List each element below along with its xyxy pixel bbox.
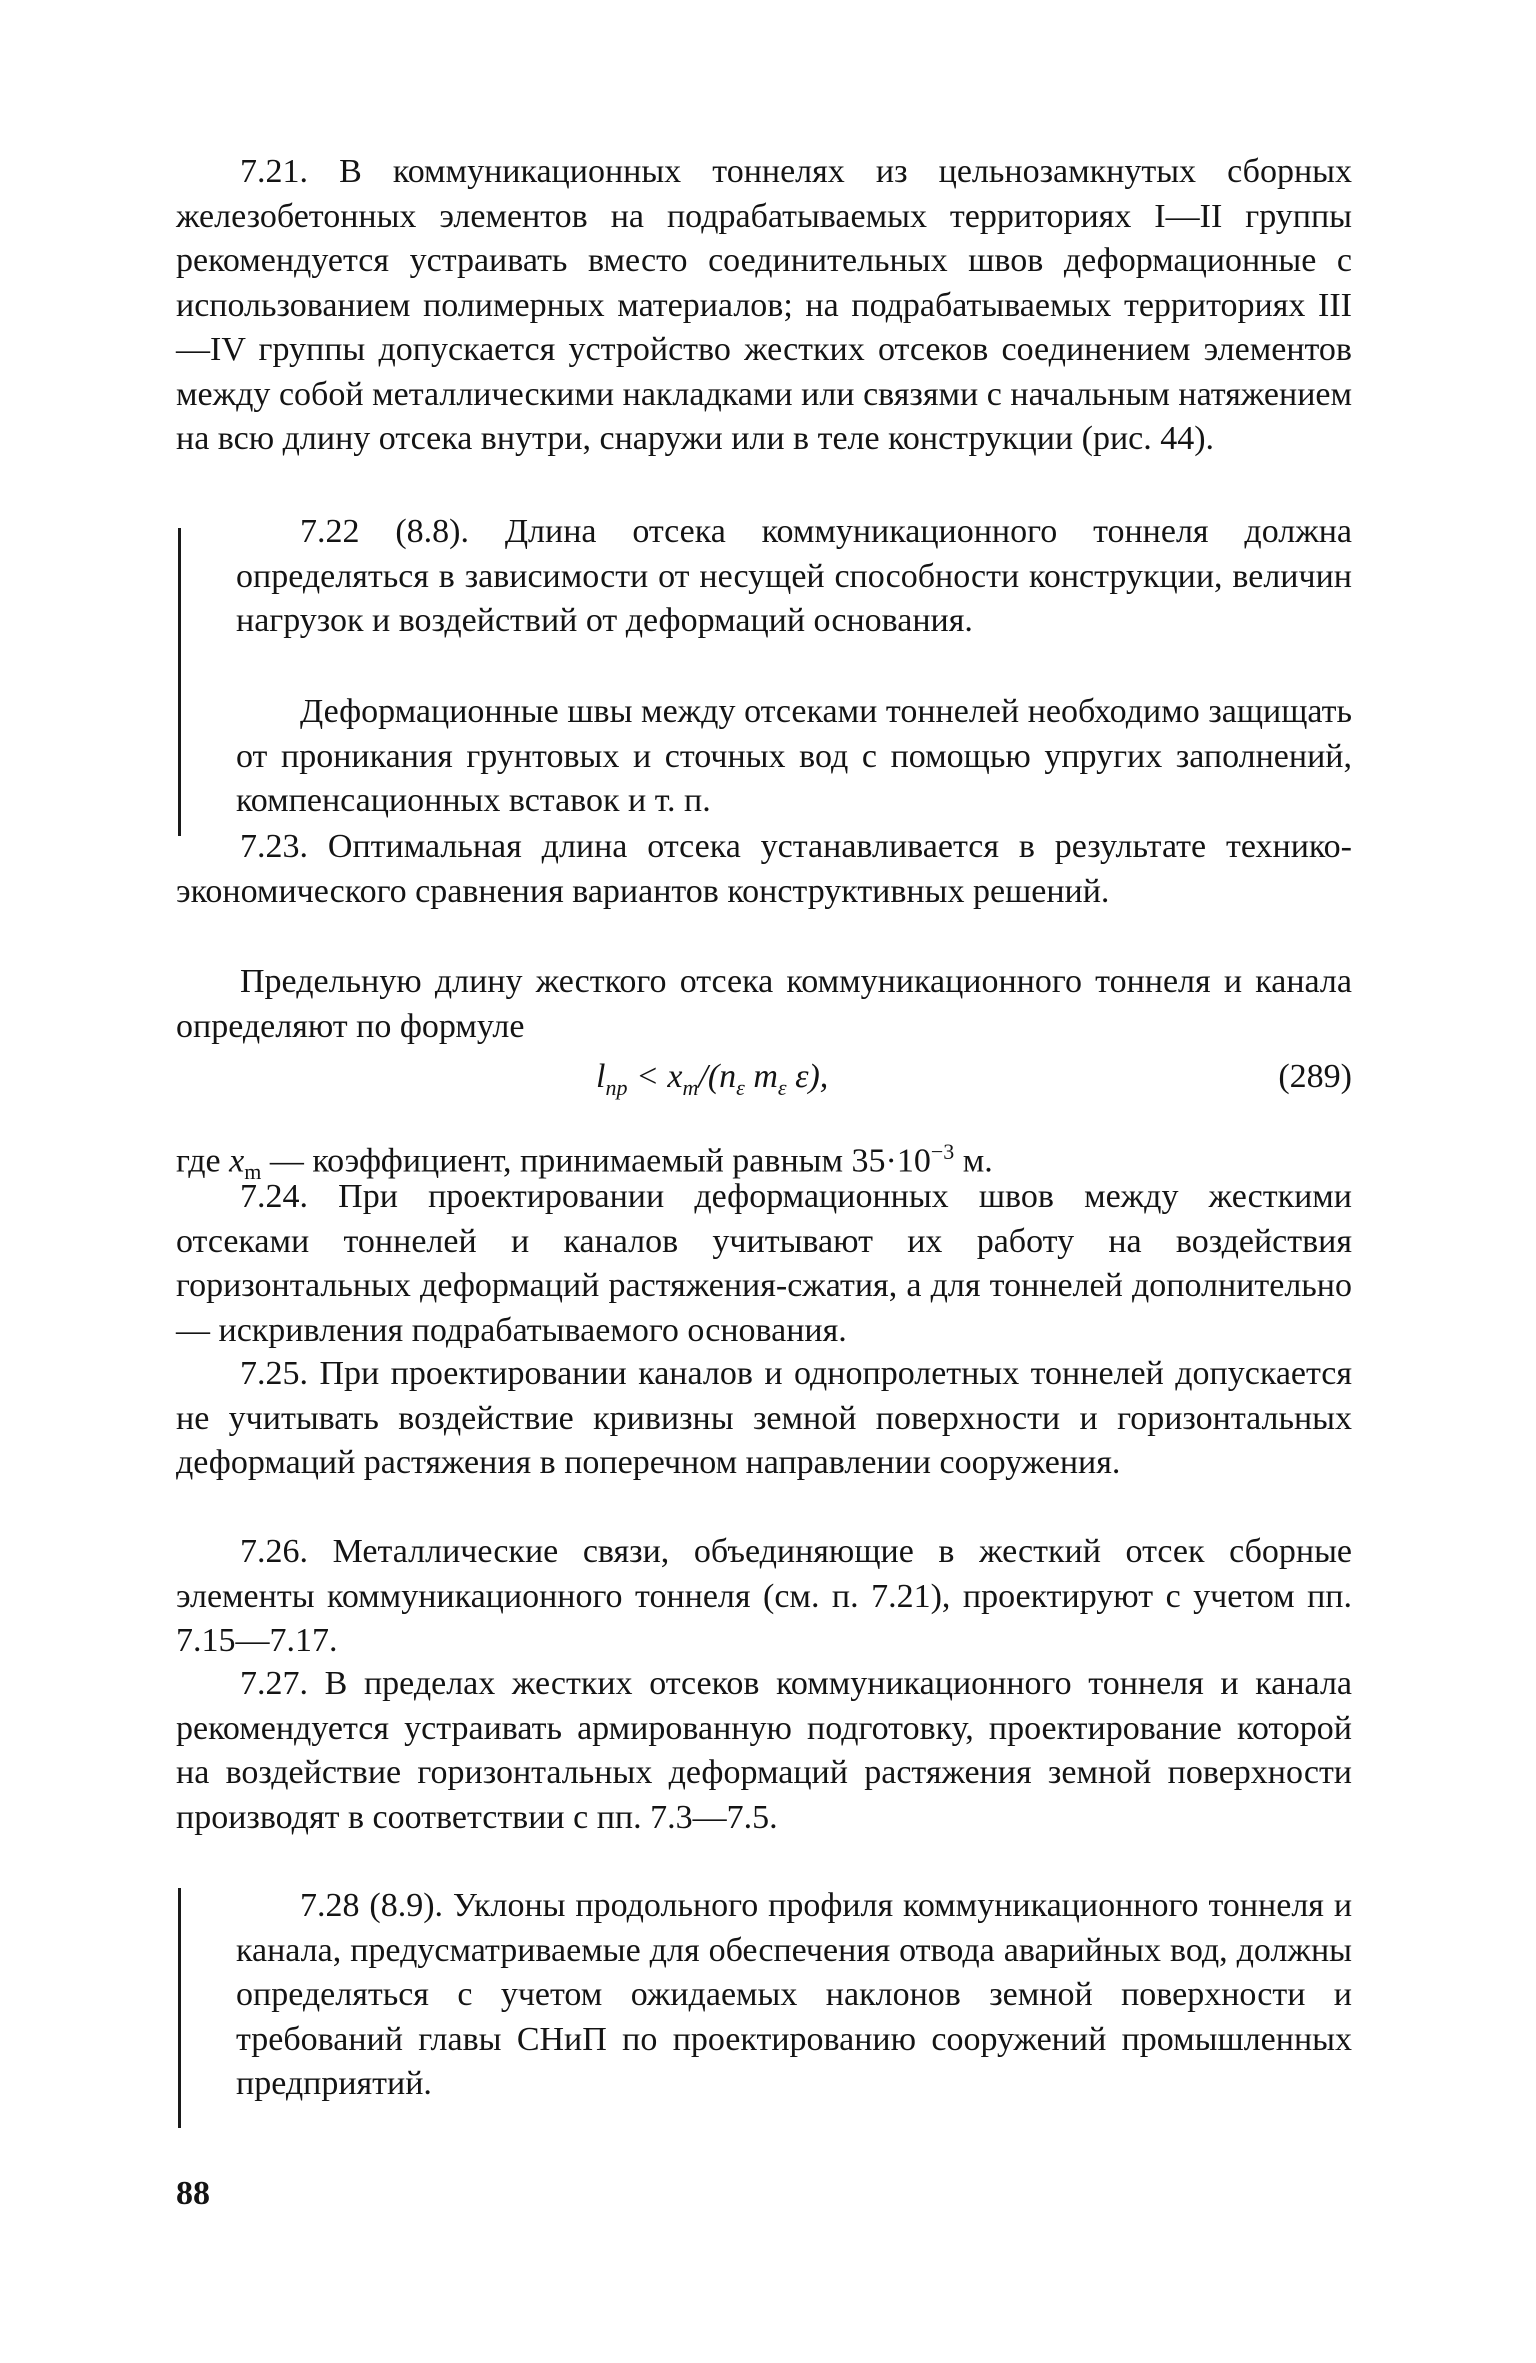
paragraph-7-22-continued	[236, 690, 1352, 824]
paragraph-7-24	[176, 1175, 1352, 1353]
paragraph-text: При проектировании каналов и однопролетных тоннелей допускается не учитывать воздействие кривизны земной поверхности и горизонтальных деформаций растяжения в поперечном направлении сооружения.	[176, 1355, 1353, 1481]
paragraph-text: Уклоны продольного профиля коммуникационного тоннеля и канала, предусматриваемые для обеспечения отвода аварийных вод, должны определяться с учетом ожидаемых наклонов земной поверхности и требований главы СНиП по проектированию сооружений промышленных предприятий.	[236, 1887, 1353, 2102]
paragraph-7-27	[176, 1662, 1352, 1840]
formula-explanation: где $x_m$ — коэффициент, принимаемый равным $35\cdot 10^{-3}$ м.	[176, 1139, 993, 1185]
formula-expression: $l_{пр} < x_m/(n_\varepsilon$ $m_\varepsilon$ ε),	[596, 1058, 829, 1100]
paragraph-text: В пределах жестких отсеков коммуникационного тоннеля и канала рекомендуется устраивать армированную подготовку, проектирование которой на воздействие горизонтальных деформаций растяжения земной поверхности производят в соответствии с пп. 7.3—7.5.	[176, 1665, 1352, 1836]
clause-number: 7.26.	[240, 1533, 308, 1570]
paragraph-7-23	[176, 825, 1352, 914]
change-bar	[178, 528, 181, 836]
paragraph-text: В коммуникационных тоннелях из цельнозамкнутых сборных железобетонных элементов на подрабатываемых территориях I—II группы рекомендуется устраивать вместо соединительных швов деформационные с использованием полимерных материалов; на подрабатываемых территориях III—IV группы допускается устройство жестких отсеков соединением элементов между собой металлическими накладками или связями с начальным натяжением на всю длину отсека внутри, снаружи или в теле конструкции (рис. 44).	[176, 153, 1352, 457]
equation-number: (289)	[1278, 1058, 1352, 1095]
paragraph-7-22	[236, 510, 1352, 644]
paragraph-text: Оптимальная длина отсека устанавливается в результате технико-экономического сравнения вариантов конструктивных решений.	[176, 828, 1353, 910]
paragraph-text: Металлические связи, объединяющие в жесткий отсек сборные элементы коммуникационного тоннеля (см. п. 7.21), проектируют с учетом пп. 7.15—7.17.	[176, 1533, 1353, 1659]
formula-289	[176, 1055, 1352, 1105]
paragraph-text: При проектировании деформационных швов между жесткими отсеками тоннелей и каналов учитывают их работу на воздействия горизонтальных деформаций растяжения-сжатия, а для тоннелей дополнительно — искривления подрабатываемого основания.	[176, 1178, 1353, 1349]
paragraph-text: Длина отсека коммуникационного тоннеля должна определяться в зависимости от несущей способности конструкции, величин нагрузок и воздействий от деформаций основания.	[236, 513, 1352, 639]
paragraph-7-25	[176, 1352, 1352, 1486]
paragraph-7-23-continued	[176, 960, 1352, 1049]
change-bar	[178, 1888, 181, 2128]
page-number: 88	[176, 2175, 210, 2212]
paragraph-7-28	[236, 1884, 1352, 2107]
clause-number: 7.25.	[240, 1355, 308, 1392]
paragraph-text: Деформационные швы между отсеками тоннелей необходимо защищать от проникания грунтовых и сточных вод с помощью упругих заполнений, компенсационных вставок и т. п.	[236, 693, 1352, 819]
clause-number: 7.24.	[240, 1178, 308, 1215]
clause-number: 7.22 (8.8).	[300, 513, 469, 550]
clause-number: 7.21.	[240, 153, 308, 190]
clause-number: 7.27.	[240, 1665, 308, 1702]
paragraph-7-26	[176, 1530, 1352, 1664]
clause-number: 7.23.	[240, 828, 308, 865]
paragraph-7-21	[176, 150, 1352, 462]
paragraph-text: Предельную длину жесткого отсека коммуникационного тоннеля и канала определяют по формуле	[176, 963, 1352, 1045]
clause-number: 7.28 (8.9).	[300, 1887, 444, 1924]
